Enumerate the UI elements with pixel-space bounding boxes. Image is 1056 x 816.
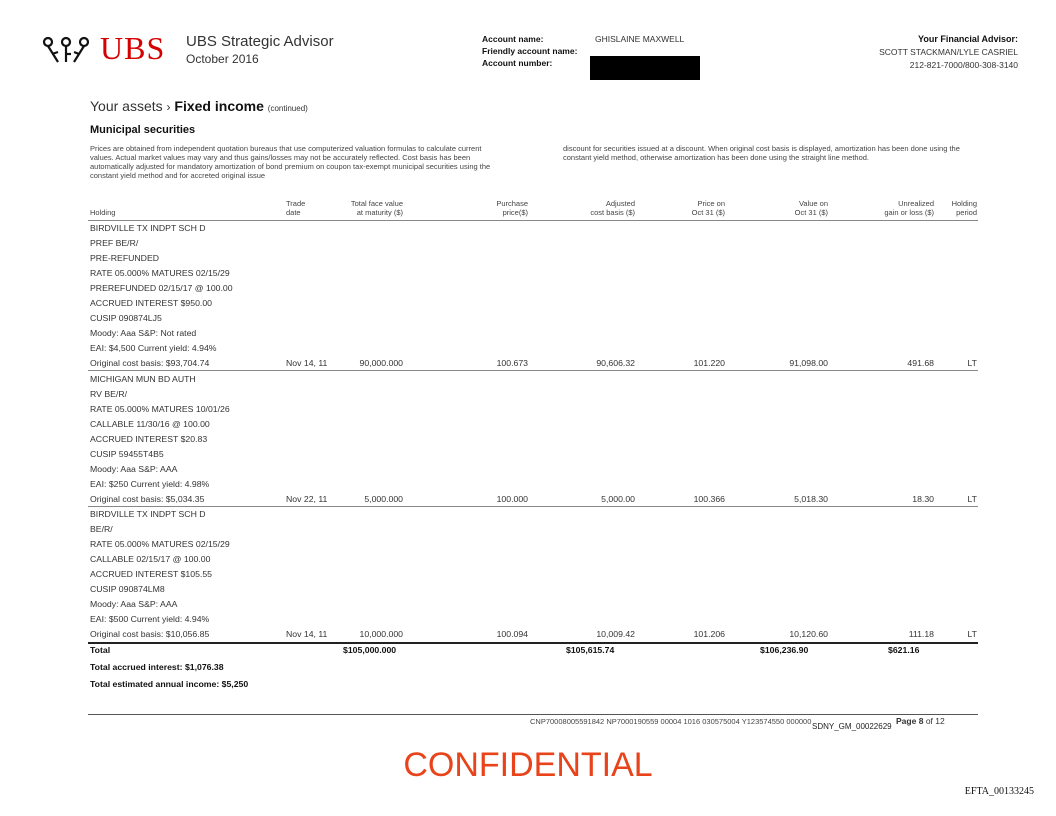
advisor-label: Your Financial Advisor:	[917, 34, 1018, 44]
holding-line: Moody: Aaa S&P: Not rated	[90, 328, 197, 338]
holding-line: CALLABLE 02/15/17 @ 100.00	[90, 554, 211, 564]
redaction-box	[590, 56, 700, 80]
account-name-value: GHISLAINE MAXWELL	[595, 34, 685, 44]
holding-line: EAI: $4,500 Current yield: 4.94%	[90, 343, 217, 353]
account-number-label: Account number:	[482, 58, 553, 68]
total-unrealized: $621.16	[888, 645, 920, 655]
unrealized-gain: 111.18	[908, 629, 934, 639]
row-divider	[88, 370, 978, 371]
header-rule	[88, 220, 978, 221]
col-price: Price on Oct 31 ($)	[691, 199, 725, 217]
purchase-price: 100.094	[496, 629, 528, 639]
total-label: Total	[90, 645, 111, 655]
holding-line: CUSIP 59455T4B5	[90, 449, 164, 459]
holding-line: Moody: Aaa S&P: AAA	[90, 464, 178, 474]
holding-line: EAI: $250 Current yield: 4.98%	[90, 479, 210, 489]
trade-date: Nov 14, 11	[286, 358, 328, 368]
holding-line: RATE 05.000% MATURES 02/15/29	[90, 539, 230, 549]
account-name-label: Account name:	[482, 34, 544, 44]
confidential-stamp: CONFIDENTIAL	[403, 746, 653, 784]
original-cost-basis: Original cost basis: $10,056.85	[90, 629, 210, 639]
trade-date: Nov 22, 11	[286, 494, 328, 504]
holding-period: LT	[967, 358, 977, 368]
market-value: 91,098.00	[789, 358, 828, 368]
col-value: Value on Oct 31 ($)	[794, 199, 828, 217]
holding-line: BIRDVILLE TX INDPT SCH D	[90, 509, 206, 519]
totals-rule	[88, 642, 978, 644]
total-accrued-interest: Total accrued interest: $1,076.38	[90, 662, 224, 672]
face-value: 10,000.000	[359, 629, 403, 639]
col-holding: Holding	[90, 208, 116, 217]
bates-stamp: SDNY_GM_00022629	[812, 722, 892, 731]
original-cost-basis: Original cost basis: $93,704.74	[90, 358, 210, 368]
holding-line: ACCRUED INTEREST $20.83	[90, 434, 208, 444]
total-market-value: $106,236.90	[760, 645, 809, 655]
row-divider	[88, 506, 978, 507]
advisor-names: SCOTT STACKMAN/LYLE CASRIEL	[879, 47, 1018, 57]
holding-period: LT	[967, 629, 977, 639]
breadcrumb-arrow: ›	[166, 100, 171, 114]
unrealized-gain: 18.30	[912, 494, 934, 504]
face-value: 5,000.000	[364, 494, 403, 504]
subsection-title: Municipal securities	[90, 124, 196, 136]
adjusted-cost: 90,606.32	[596, 358, 635, 368]
col-adjusted-cost: Adjusted cost basis ($)	[590, 199, 635, 217]
holding-line: CUSIP 090874LM8	[90, 584, 165, 594]
section-title: Your assets › Fixed income (continued)	[90, 98, 308, 114]
trade-date: Nov 14, 11	[286, 629, 328, 639]
col-holding-period: Holding period	[951, 199, 977, 217]
unrealized-gain: 491.68	[907, 358, 934, 368]
holding-line: RV BE/R/	[90, 389, 128, 399]
market-value: 5,018.30	[794, 494, 828, 504]
ubs-keys-icon	[38, 34, 94, 64]
product-name: UBS Strategic Advisor	[186, 33, 334, 50]
col-purchase-price: Purchase price($)	[496, 199, 528, 217]
holding-line: CUSIP 090874LJ5	[90, 313, 162, 323]
col-trade-date: Trade date	[286, 199, 306, 217]
pricing-note-right: discount for securities issued at a discount. When original cost basis is displayed, amortization has been done using the constant yield method, otherwise amortization has been done using the straight line method.	[563, 144, 960, 162]
adjusted-cost: 5,000.00	[601, 494, 635, 504]
friendly-name-label: Friendly account name:	[482, 46, 578, 56]
footer-rule	[88, 714, 978, 715]
holding-line: ACCRUED INTEREST $950.00	[90, 298, 212, 308]
price: 100.366	[693, 494, 725, 504]
holding-line: BE/R/	[90, 524, 113, 534]
face-value: 90,000.000	[359, 358, 403, 368]
holding-line: PREF BE/R/	[90, 238, 139, 248]
col-unrealized: Unrealized gain or loss ($)	[884, 199, 934, 217]
total-annual-income: Total estimated annual income: $5,250	[90, 679, 249, 689]
holding-line: RATE 05.000% MATURES 02/15/29	[90, 268, 230, 278]
statement-period: October 2016	[186, 52, 259, 66]
col-face-value: Total face value at maturity ($)	[350, 199, 403, 217]
total-face-value: $105,000.000	[343, 645, 397, 655]
holding-line: MICHIGAN MUN BD AUTH	[90, 374, 196, 384]
adjusted-cost: 10,009.42	[596, 629, 635, 639]
advisor-phone: 212-821-7000/800-308-3140	[909, 60, 1018, 70]
footer-code: CNP70008005591842 NP7000190559 00004 1016 030575004 Y123574550 000000	[530, 717, 812, 726]
holding-line: BIRDVILLE TX INDPT SCH D	[90, 223, 206, 233]
market-value: 10,120.60	[789, 629, 828, 639]
holding-line: PRE-REFUNDED	[90, 253, 160, 263]
price: 101.220	[693, 358, 725, 368]
efta-number: EFTA_00133245	[964, 786, 1034, 797]
purchase-price: 100.000	[496, 494, 528, 504]
pricing-note-left: Prices are obtained from independent quotation bureaus that use computerized valuation formulas to calculate current values. Actual market values may vary and thus gains/losses may not be accurately reflected. Cost basis has been automatically adjusted for mandatory amortization of bond premium on coupon tax-exempt municipal securities using the constant yield method and for accreted original issue	[90, 144, 491, 180]
holding-line: Moody: Aaa S&P: AAA	[90, 599, 178, 609]
holding-line: EAI: $500 Current yield: 4.94%	[90, 614, 210, 624]
purchase-price: 100.673	[496, 358, 528, 368]
holding-line: RATE 05.000% MATURES 10/01/26	[90, 404, 230, 414]
holding-line: PREREFUNDED 02/15/17 @ 100.00	[90, 283, 233, 293]
holding-line: ACCRUED INTEREST $105.55	[90, 569, 212, 579]
brand-name: UBS	[100, 30, 166, 66]
page-number: Page 8 of 12	[896, 716, 945, 726]
holding-line: CALLABLE 11/30/16 @ 100.00	[90, 419, 210, 429]
holding-period: LT	[967, 494, 977, 504]
price: 101.206	[693, 629, 725, 639]
original-cost-basis: Original cost basis: $5,034.35	[90, 494, 205, 504]
total-adjusted-cost: $105,615.74	[566, 645, 615, 655]
